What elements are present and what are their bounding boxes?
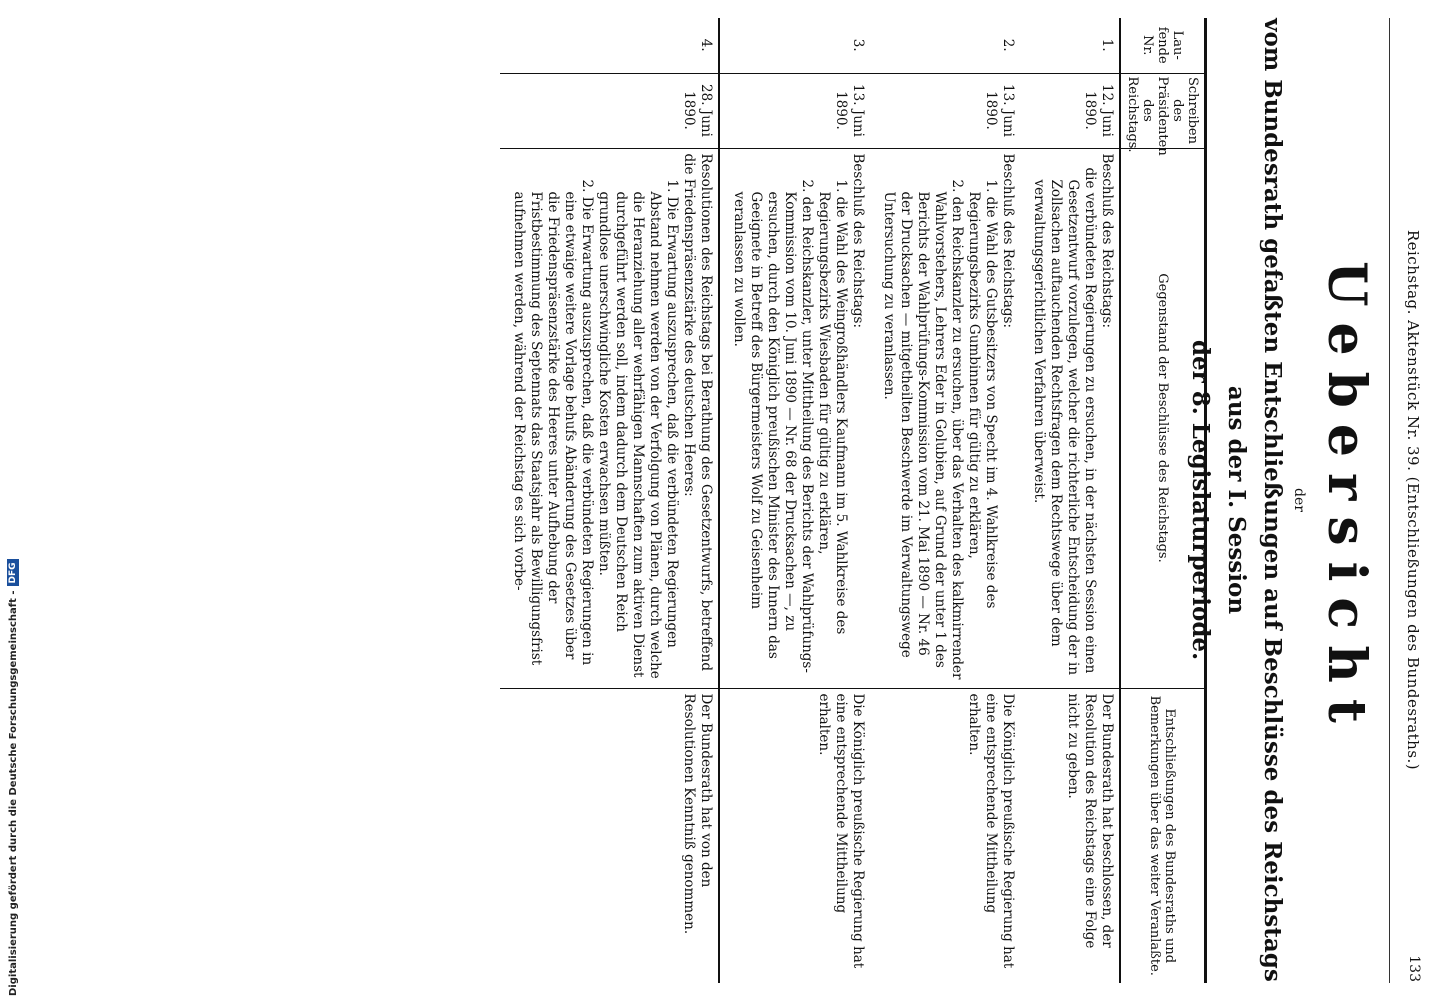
- row-subject: [719, 148, 870, 688]
- subject-item: 2. Die Erwartung auszusprechen, daß die verbündeten Regierungen in eine etwaige weitere Vorlage behufs Abänderung des Gesetzes über die Friedenspräsenzstärke des Heeres unter Aufhebung der Fristbestimmung des Septennats das Staatsjahr als Bewilligungsfrist aufnehmen werden, während der Reichstag es sich vorbe-: [511, 179, 595, 666]
- table-row: [1020, 18, 1120, 983]
- row-subject: [870, 148, 1020, 688]
- row-nr: 4.: [500, 18, 719, 73]
- running-head-text: Reichstag. Aktenstück Nr. 39. (Entschließungen des Bundesraths.): [1404, 229, 1422, 771]
- row-decision: Der Bundesrath hat beschlossen, der Resolution des Reichstags eine Folge nicht zu geben.: [1065, 693, 1115, 949]
- row-decision: Die Königlich preußische Regierung hat eine entsprechende Mittheilung erhalten.: [966, 693, 1016, 969]
- subject-item: 1. die Wahl des Weingroßhändlers Kaufmann im 5. Wahlkreise des Regierungsbezirks Wiesbaden für gültig zu erklären,: [816, 179, 849, 635]
- subject-intro: Beschluß des Reichstags:: [850, 153, 866, 329]
- heading-line-1: vom Bundesrath gefaßten Entschließungen auf Beschlüsse des Reichstags aus der I. Session: [1223, 18, 1286, 982]
- header-rule: [1389, 18, 1390, 983]
- running-head: [1392, 0, 1422, 1000]
- subject-item: 1. Die Erwartung auszusprechen, daß die verbündeten Regierungen Abstand nehmen werden von der Verfolgung von Plänen, durch welche die Heranziehung aller wehrfähigen Mannschaften zum aktiven Dienst durchgeführt werden soll, indem dadurch dem Deutschen Reich grundlose unerschwingliche Kosten erwachsen müßten.: [596, 179, 680, 679]
- table-row: [870, 18, 1020, 983]
- row-nr: 1.: [1020, 18, 1120, 73]
- subject-item: 2. den Reichskanzler, unter Mittheilung des Berichts der Wahlprüfungs-Kommission vom 10. Juni 1890 — Nr. 68 der Drucksachen —, zu ersuchen, durch den Königlich preußischen Minister des Innern das Geeignete in Betreff des Bürgermeisters Wolf zu Geisenheim veranlassen zu wollen.: [731, 179, 815, 673]
- page-number: 133: [1406, 955, 1422, 982]
- heading-line-2: der 8. Legislaturperiode.: [1187, 339, 1214, 661]
- row-nr: 2.: [870, 18, 1020, 73]
- footer-text: Digitalisierung gefördert durch die Deutsche Forschungsgemeinschaft -: [7, 590, 19, 996]
- table-row: [500, 18, 719, 983]
- row-nr: 3.: [719, 18, 870, 73]
- row-date: 13. Juni 1890.: [719, 73, 870, 148]
- row-subject: [1020, 148, 1120, 688]
- digitization-footer: [0, 0, 26, 1000]
- page-title: Uebersicht: [1316, 261, 1377, 739]
- subject-intro: Beschluß des Reichstags:: [1099, 153, 1115, 329]
- subject-item: die verbündeten Regierungen zu ersuchen, in der nächsten Session einen Gesetzentwurf vorzulegen, welcher die richterliche Entscheidung der in Zollsachen auftauchenden Rechtsfragen dem Rechtswege über dem verwaltungsgerichtlichen Verfahren überweist.: [1031, 167, 1098, 676]
- subject-intro: Beschluß des Reichstags:: [1000, 153, 1016, 329]
- dfg-logo: DFG: [7, 559, 19, 586]
- subject-intro: Resolutionen des Reichstags bei Berathung des Gesetzentwurfs, betreffend die Friedenspräsenzstärke des deutschen Heeres:: [681, 153, 714, 672]
- header-date: Schreiben des Präsidenten des Reichstags.: [1120, 73, 1206, 148]
- title-connector: der: [1291, 488, 1307, 512]
- row-date: 28. Juni 1890.: [500, 73, 719, 148]
- subject-item: 2. den Reichskanzler zu ersuchen, über das Verhalten des kalkmirrender Wahlvorstehers, Lehrers Eder in Golubien, auf Grund der unter 1 des Berichts der Wahlprüfungs-Kommission vom 21. Mai 1890 — Nr. 46 der Drucksachen — mitgetheilten Beschwerde im Verwaltungswege Untersuchung zu veranlassen.: [881, 179, 965, 680]
- header-nr: Lau-fende Nr.: [1120, 18, 1206, 73]
- table-row: [719, 18, 870, 983]
- table-header-row: [1120, 18, 1206, 983]
- row-date: 13. Juni 1890.: [870, 73, 1020, 148]
- row-date: 12. Juni 1890.: [1020, 73, 1120, 148]
- subject-item: 1. die Wahl des Gutsbesitzers von Specht im 4. Wahlkreise des Regierungsbezirks Gumbinnen für gültig zu erklären,: [966, 179, 999, 609]
- header-decision: Entschließungen des Bundesraths und Bemerkungen über das weiter Veranlaßte.: [1120, 688, 1206, 983]
- row-decision: Der Bundesrath hat von den Resolutionen Kenntniß genommen.: [500, 688, 719, 983]
- resolutions-table: [500, 18, 1207, 983]
- row-subject: [500, 148, 719, 688]
- row-decision: Die Königlich preußische Regierung hat eine entsprechende Mittheilung erhalten.: [816, 693, 866, 969]
- header-subject: Gegenstand der Beschlüsse des Reichstags.: [1120, 148, 1206, 688]
